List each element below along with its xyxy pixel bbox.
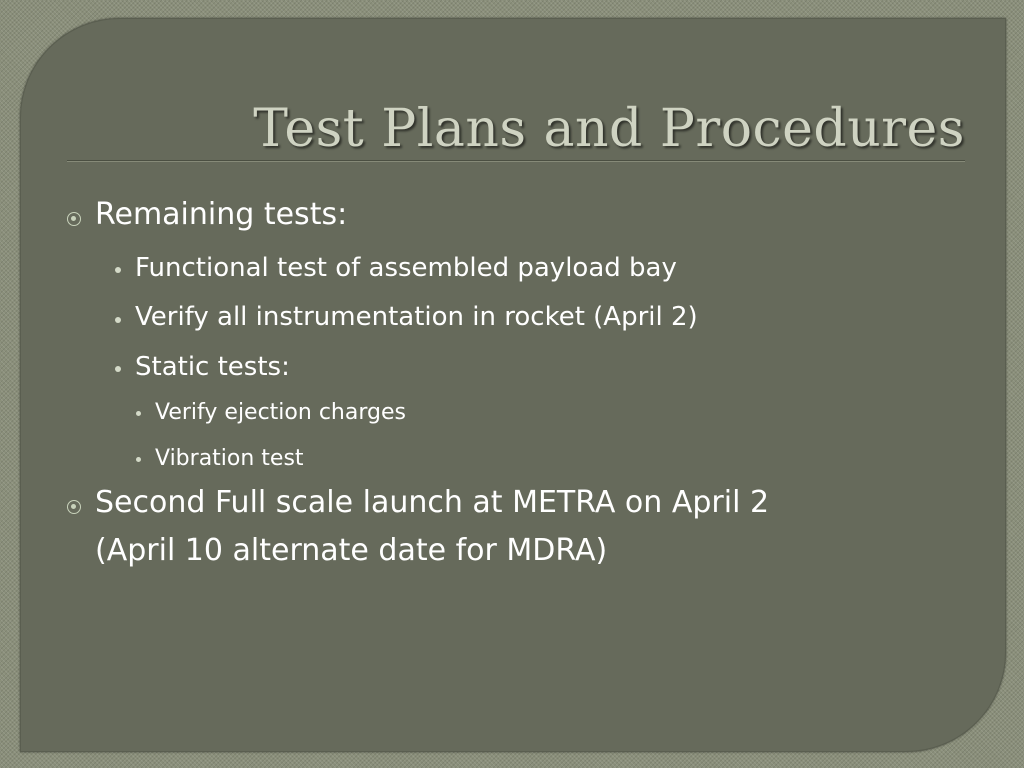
bullet-second-launch-line2: (April 10 alternate date for MDRA) <box>95 533 608 568</box>
small-dot-icon <box>136 411 141 416</box>
slide-content <box>21 19 1005 751</box>
small-dot-icon <box>136 457 141 462</box>
bullet-remaining-tests: Remaining tests: <box>95 197 348 232</box>
bullet-verify-instrumentation: Verify all instrumentation in rocket (April 2) <box>135 302 698 332</box>
slide-panel <box>20 18 1006 752</box>
dot-icon <box>115 366 121 372</box>
slide-title: Test Plans and Procedures <box>253 99 965 159</box>
bullet-ejection-charges: Verify ejection charges <box>155 400 406 425</box>
bullet-vibration-test: Vibration test <box>155 446 304 471</box>
dot-icon <box>115 317 121 323</box>
bullet-static-tests: Static tests: <box>135 352 290 382</box>
circled-dot-icon <box>67 500 81 514</box>
dot-icon <box>115 267 121 273</box>
bullet-functional-test: Functional test of assembled payload bay <box>135 253 677 283</box>
bullet-second-launch-line1: Second Full scale launch at METRA on April 2 <box>95 485 770 520</box>
circled-dot-icon <box>67 212 81 226</box>
